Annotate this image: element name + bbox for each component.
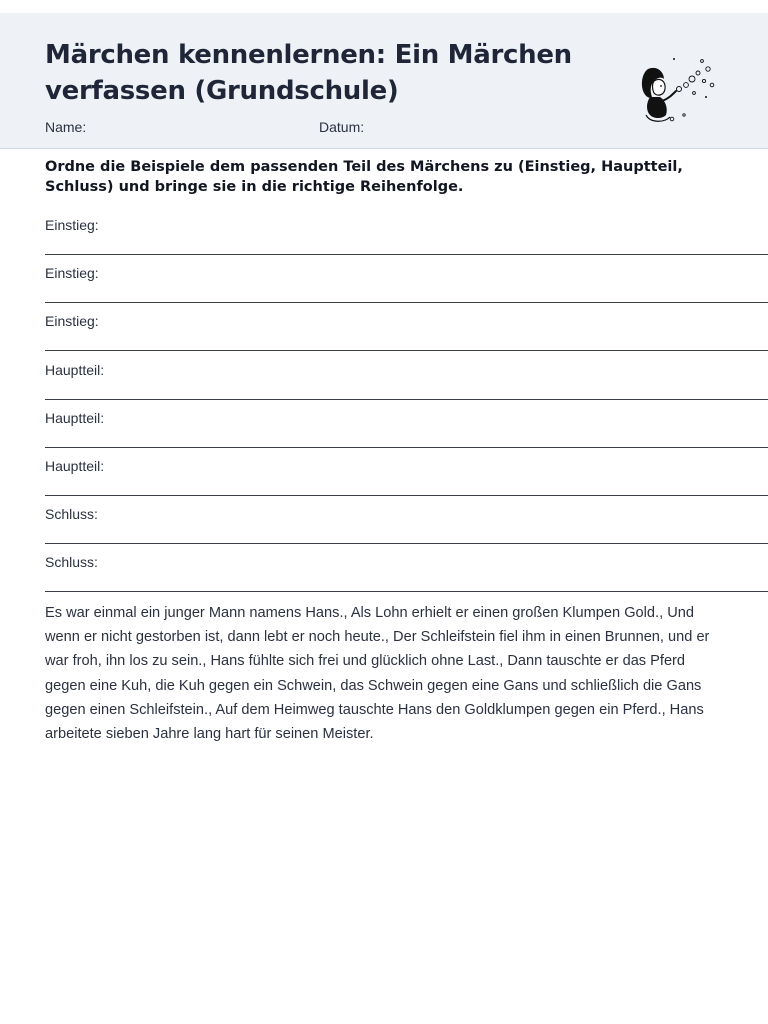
answer-line[interactable] — [45, 543, 768, 544]
answer-list — [45, 216, 768, 602]
answer-line[interactable] — [45, 399, 768, 400]
worksheet-header — [0, 13, 768, 149]
answer-label: Einstieg: — [45, 313, 99, 330]
answer-label: Hauptteil: — [45, 409, 105, 426]
girl-blowing-bubbles-icon — [634, 49, 718, 125]
answer-line[interactable] — [45, 350, 768, 351]
answer-row — [45, 264, 768, 312]
answer-row — [45, 553, 768, 601]
answer-line[interactable] — [45, 447, 768, 448]
answer-row — [45, 312, 768, 360]
answer-line[interactable] — [45, 254, 768, 255]
answer-line[interactable] — [45, 591, 768, 592]
example-sentences: Es war einmal ein junger Mann namens Hans., Als Lohn erhielt er einen großen Klumpen Gold., Und wenn er nicht gestorben ist, dann lebt er noch heute., Der Schleifstein fiel ihm in einen Brunnen, und er war froh, ihn los zu sein., Hans fühlte sich frei und glücklich ohne Last., Dann tauschte er das Pferd gegen eine Kuh, die Kuh gegen ein Schwein, das Schwein gegen eine Gans und schließlich die Gans gegen einen Schleifstein., Auf dem Heimweg tauschte Hans den Goldklumpen gegen ein Pferd., Hans arbeitete sieben Jahre lang hart für seinen Meister. — [45, 605, 710, 743]
page-title: Märchen kennenlernen: Ein Märchen verfassen (Grundschule) — [45, 40, 572, 106]
task-instruction: Ordne die Beispiele dem passenden Teil des Märchens zu (Einstieg, Hauptteil, Schluss) und bringe sie in die richtige Reihenfolge. — [45, 159, 683, 195]
answer-row — [45, 505, 768, 553]
answer-line[interactable] — [45, 302, 768, 303]
answer-label: Hauptteil: — [45, 457, 105, 474]
answer-row — [45, 457, 768, 505]
answer-label: Hauptteil: — [45, 361, 105, 378]
answer-row — [45, 409, 768, 457]
answer-label: Einstieg: — [45, 265, 99, 282]
answer-label: Einstieg: — [45, 217, 99, 233]
answer-row — [45, 361, 768, 409]
answer-label: Schluss: — [45, 554, 98, 571]
answer-row — [45, 216, 768, 264]
answer-line[interactable] — [45, 495, 768, 496]
answer-label: Schluss: — [45, 506, 98, 523]
date-label: Datum: — [319, 119, 365, 135]
name-label: Name: — [45, 119, 87, 135]
